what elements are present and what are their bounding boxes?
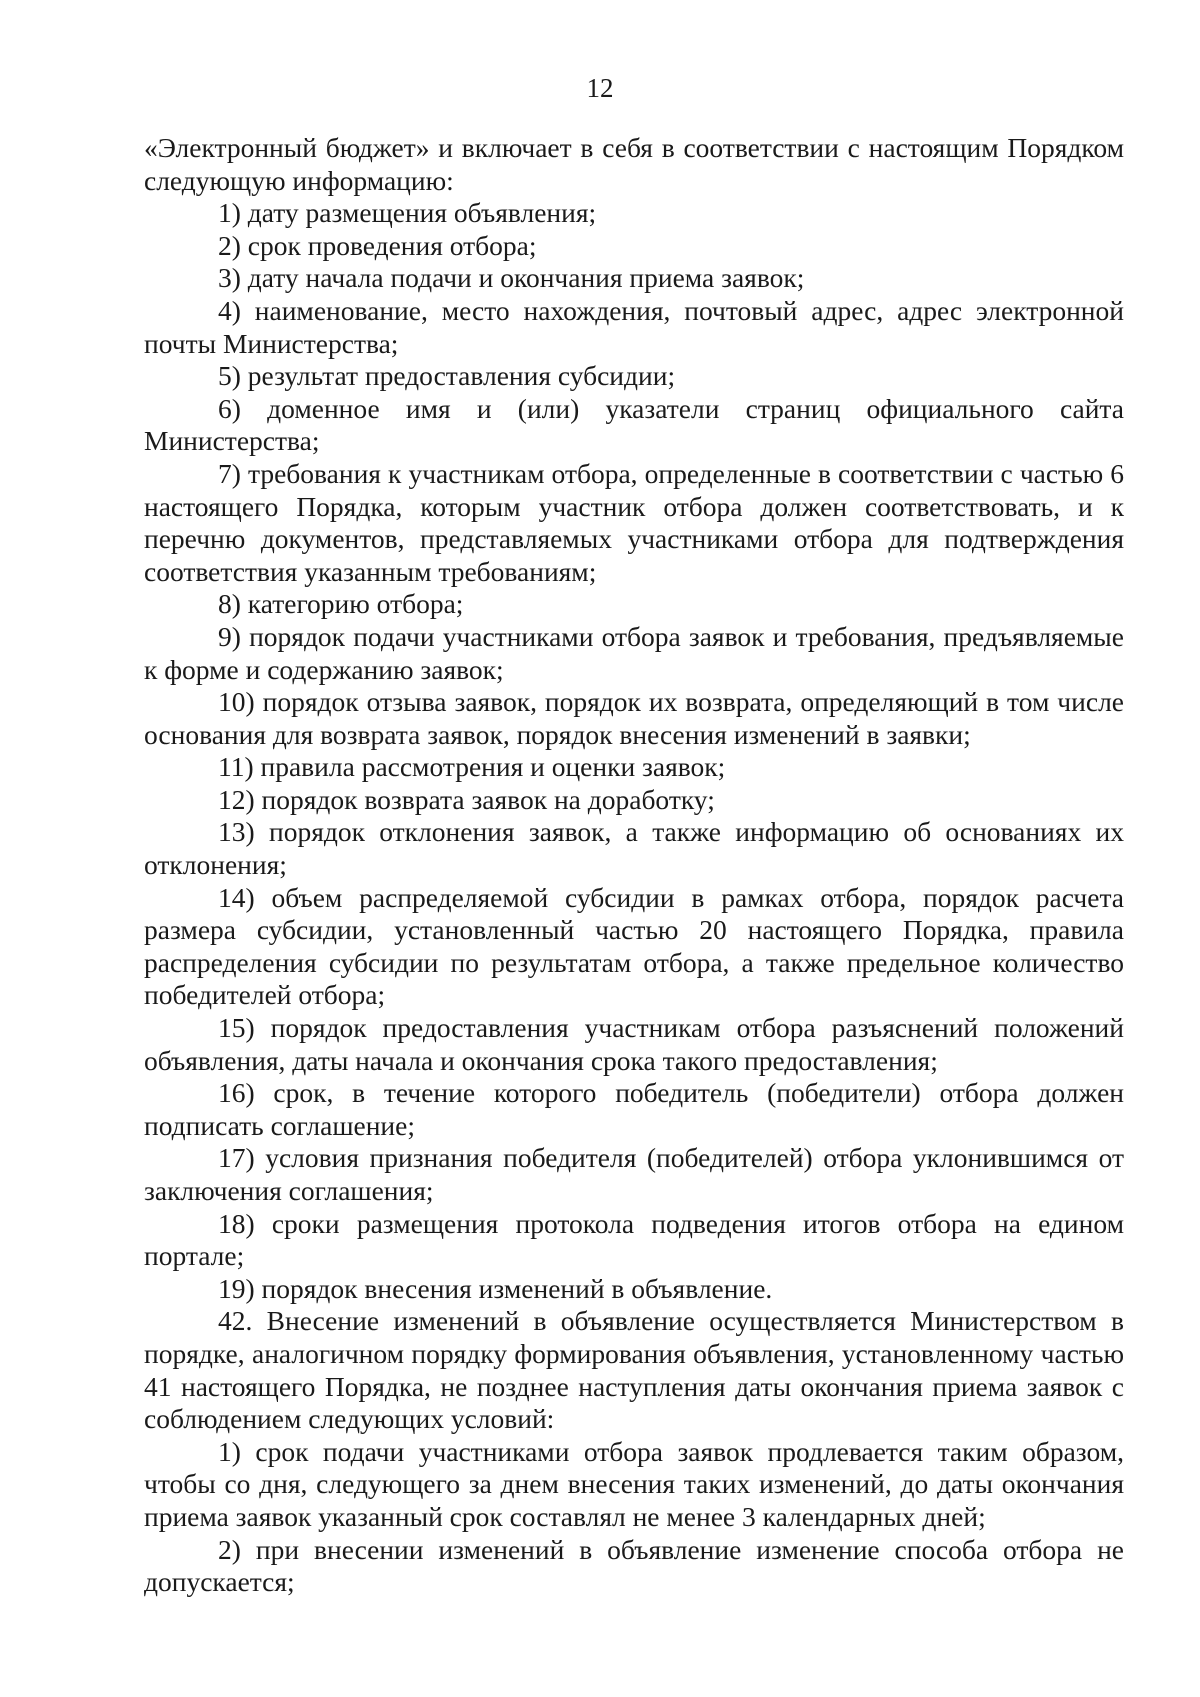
paragraph: 6) доменное имя и (или) указатели страниц официального сайта Министерства;	[144, 392, 1124, 457]
paragraph: 10) порядок отзыва заявок, порядок их возврата, определяющий в том числе основания для возврата заявок, порядок внесения изменений в заявки;	[144, 686, 1124, 750]
document-body	[144, 132, 1124, 1599]
paragraph: 19) порядок внесения изменений в объявление.	[218, 1272, 773, 1304]
paragraph: 3) дату начала подачи и окончания приема заявок;	[218, 262, 805, 294]
paragraph: 8) категорию отбора;	[218, 588, 464, 620]
paragraph: «Электронный бюджет» и включает в себя в соответствии с настоящим Порядком следующую информацию:	[144, 132, 1124, 196]
paragraph: 42. Внесение изменений в объявление осуществляется Министерством в порядке, аналогичном порядку формирования объявления, установленному частью 41 настоящего Порядка, не позднее наступления даты окончания приема заявок с соблюдением следующих условий:	[144, 1305, 1124, 1435]
paragraph: 7) требования к участникам отбора, определенные в соответствии с частью 6 настоящего Порядка, которым участник отбора должен соответствовать, и к перечню документов, представляемых участниками отбора для подтверждения соответствия указанным требованиям;	[144, 457, 1124, 587]
paragraph: 1) дату размещения объявления;	[218, 197, 597, 229]
paragraph: 14) объем распределяемой субсидии в рамках отбора, порядок расчета размера субсидии, установленный частью 20 настоящего Порядка, правила распределения субсидии по результатам отбора, а также предельное количество победителей отбора;	[144, 881, 1124, 1011]
paragraph: 5) результат предоставления субсидии;	[218, 360, 676, 392]
paragraph: 18) сроки размещения протокола подведения итогов отбора на едином портале;	[144, 1207, 1124, 1272]
paragraph: 12) порядок возврата заявок на доработку;	[218, 783, 715, 815]
paragraph: 11) правила рассмотрения и оценки заявок;	[218, 751, 726, 783]
paragraph: 2) срок проведения отбора;	[218, 229, 537, 261]
paragraph: 2) при внесении изменений в объявление изменение способа отбора не допускается;	[144, 1533, 1124, 1598]
page-number: 12	[586, 73, 614, 103]
paragraph: 9) порядок подачи участниками отбора заявок и требования, предъявляемые к форме и содержанию заявок;	[144, 620, 1124, 685]
paragraph: 16) срок, в течение которого победитель (победители) отбора должен подписать соглашение;	[144, 1077, 1124, 1141]
paragraph: 13) порядок отклонения заявок, а также информацию об основаниях их отклонения;	[144, 816, 1124, 881]
paragraph: 17) условия признания победителя (победителей) отбора уклонившимся от заключения соглашения;	[144, 1142, 1124, 1206]
paragraph: 1) срок подачи участниками отбора заявок продлевается таким образом, чтобы со дня, следующего за днем внесения таких изменений, до даты окончания приема заявок указанный срок составлял не менее 3 календарных дней;	[144, 1435, 1124, 1532]
paragraph: 15) порядок предоставления участникам отбора разъяснений положений объявления, даты начала и окончания срока такого предоставления;	[144, 1012, 1124, 1076]
paragraph: 4) наименование, место нахождения, почтовый адрес, адрес электронной почты Министерства;	[144, 294, 1124, 359]
